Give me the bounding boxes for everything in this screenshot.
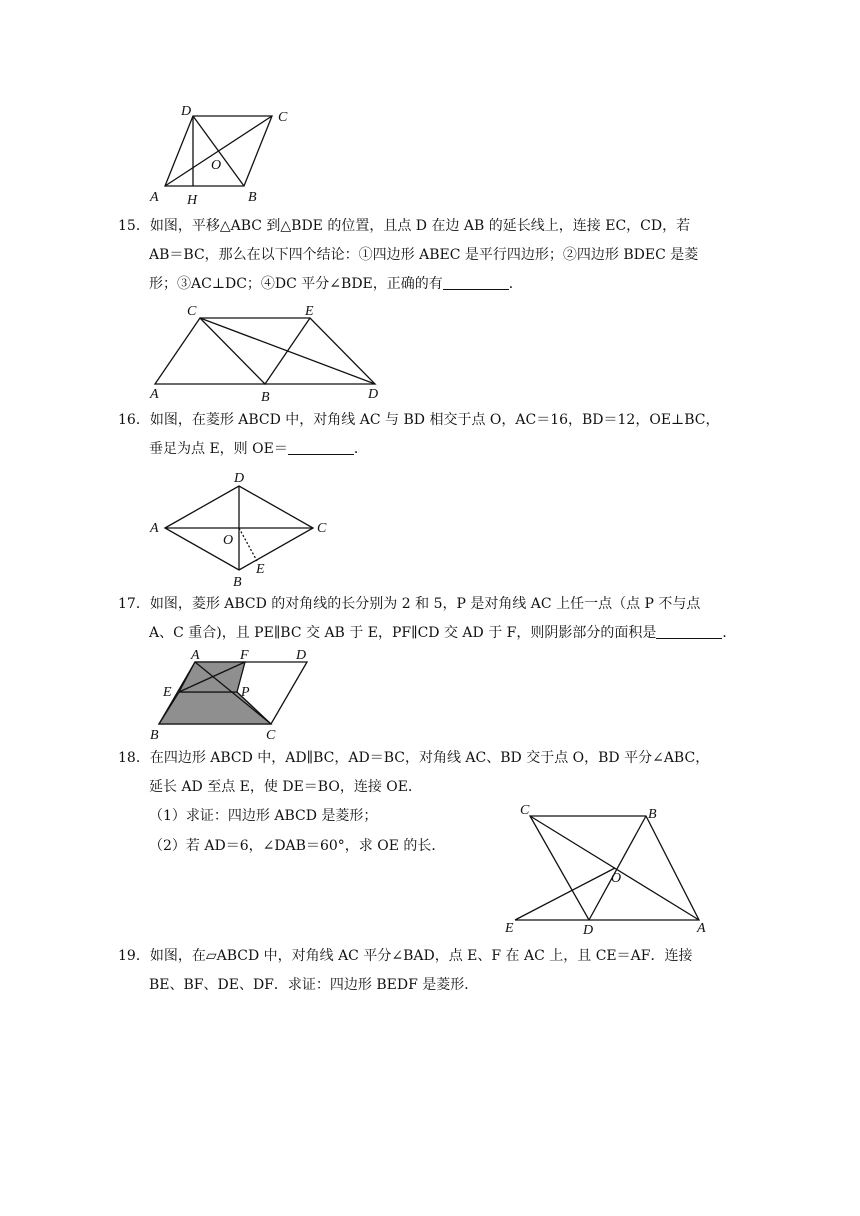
answer-blank-17: [656, 624, 722, 639]
problem-15-line-2: AB＝BC，那么在以下四个结论：①四边形 ABEC 是平行四边形；②四边形 BDEC 是菱: [149, 247, 699, 263]
answer-blank-15: [443, 275, 509, 290]
problem-17: [118, 590, 738, 648]
fig17-label-p: P: [241, 685, 250, 700]
fig17-label-e: E: [163, 685, 172, 700]
fig14-label-d: D: [181, 104, 192, 119]
problem-18-line-1: 18．在四边形 ABCD 中，AD∥BC，AD＝BC，对角线 AC、BD 交于点 O，BD 平分∠ABC，: [118, 750, 710, 766]
problem-19-line-1: 19．如图，在▱ABCD 中，对角线 AC 平分∠BAD，点 E、F 在 AC 上，且 CE＝AF．连接: [118, 948, 693, 964]
figure-17-shaded-rhombus: [145, 648, 325, 742]
fig18-label-o: O: [611, 871, 622, 886]
fig15-label-e: E: [305, 304, 314, 319]
fig17-label-d: D: [296, 648, 307, 663]
figure-18-rhombus: [505, 800, 720, 936]
fig18-label-e: E: [505, 921, 514, 936]
problem-18-part-1: （1）求证：四边形 ABCD 是菱形；: [149, 808, 378, 824]
fig16-label-c: C: [317, 521, 327, 536]
fig15-label-d: D: [368, 387, 379, 402]
problem-18: [118, 744, 738, 802]
figure-14-parallelogram: [140, 100, 310, 208]
problem-16-line-2: [118, 435, 738, 464]
fig17-label-f: F: [240, 648, 249, 663]
fig17-label-b: B: [150, 728, 159, 743]
fig18-label-a: A: [697, 921, 706, 936]
problem-17-line-1: 17．如图，菱形 ABCD 的对角线的长分别为 2 和 5，P 是对角线 AC 上任一点（点 P 不与点: [118, 596, 701, 612]
answer-blank-16: [288, 440, 354, 455]
problem-15: [118, 212, 738, 299]
problem-17-line-2-text: A、C 重合)，且 PE∥BC 交 AB 于 E，PF∥CD 交 AD 于 F，则阴影部分的面积是: [149, 625, 657, 641]
fig14-label-o: O: [211, 158, 222, 173]
problem-16: [118, 406, 738, 464]
problem-19: [118, 942, 738, 1000]
fig16-label-a: A: [150, 521, 159, 536]
problem-16-line-2-end: ．: [353, 441, 368, 457]
fig17-label-c: C: [266, 728, 276, 743]
problem-17-line-2: [118, 619, 738, 648]
problem-19-line-2: BE、BF、DE、DF．求证：四边形 BEDF 是菱形．: [149, 977, 479, 993]
fig14-label-b: B: [248, 190, 257, 205]
fig18-label-d: D: [583, 923, 594, 938]
figure-16-rhombus: [145, 466, 345, 590]
figure-15-translation: [140, 296, 390, 404]
fig16-label-d: D: [234, 471, 245, 486]
fig14-label-a: A: [150, 190, 159, 205]
problem-15-line-3-text: 形；③AC⊥DC；④DC 平分∠BDE，正确的有: [149, 276, 443, 292]
problem-17-line-2-end: ．: [722, 625, 737, 641]
fig16-label-o: O: [223, 533, 234, 548]
problem-15-line-1: 15．如图，平移△ABC 到△BDE 的位置，且点 D 在边 AB 的延长线上，连接 EC，CD，若: [118, 218, 691, 234]
problem-18-part-2: （2）若 AD＝6，∠DAB＝60°，求 OE 的长．: [149, 838, 446, 854]
problem-15-line-3: [118, 270, 738, 299]
problem-16-line-2-text: 垂足为点 E，则 OE＝: [149, 441, 288, 457]
fig14-label-c: C: [278, 110, 288, 125]
problem-15-line-3-end: ．: [508, 276, 523, 292]
fig16-label-e: E: [256, 562, 265, 577]
fig14-label-h: H: [187, 193, 198, 208]
problem-16-line-1: 16．如图，在菱形 ABCD 中，对角线 AC 与 BD 相交于点 O，AC＝16，BD＝12，OE⊥BC，: [118, 412, 720, 428]
fig17-label-a: A: [191, 648, 200, 663]
fig18-label-b: B: [648, 807, 657, 822]
fig15-label-b: B: [261, 390, 270, 405]
problem-18-line-2: 延长 AD 至点 E，使 DE＝BO，连接 OE．: [149, 779, 422, 795]
fig15-label-c: C: [187, 304, 197, 319]
fig15-label-a: A: [150, 387, 159, 402]
fig18-label-c: C: [520, 803, 530, 818]
fig16-label-b: B: [233, 575, 242, 590]
